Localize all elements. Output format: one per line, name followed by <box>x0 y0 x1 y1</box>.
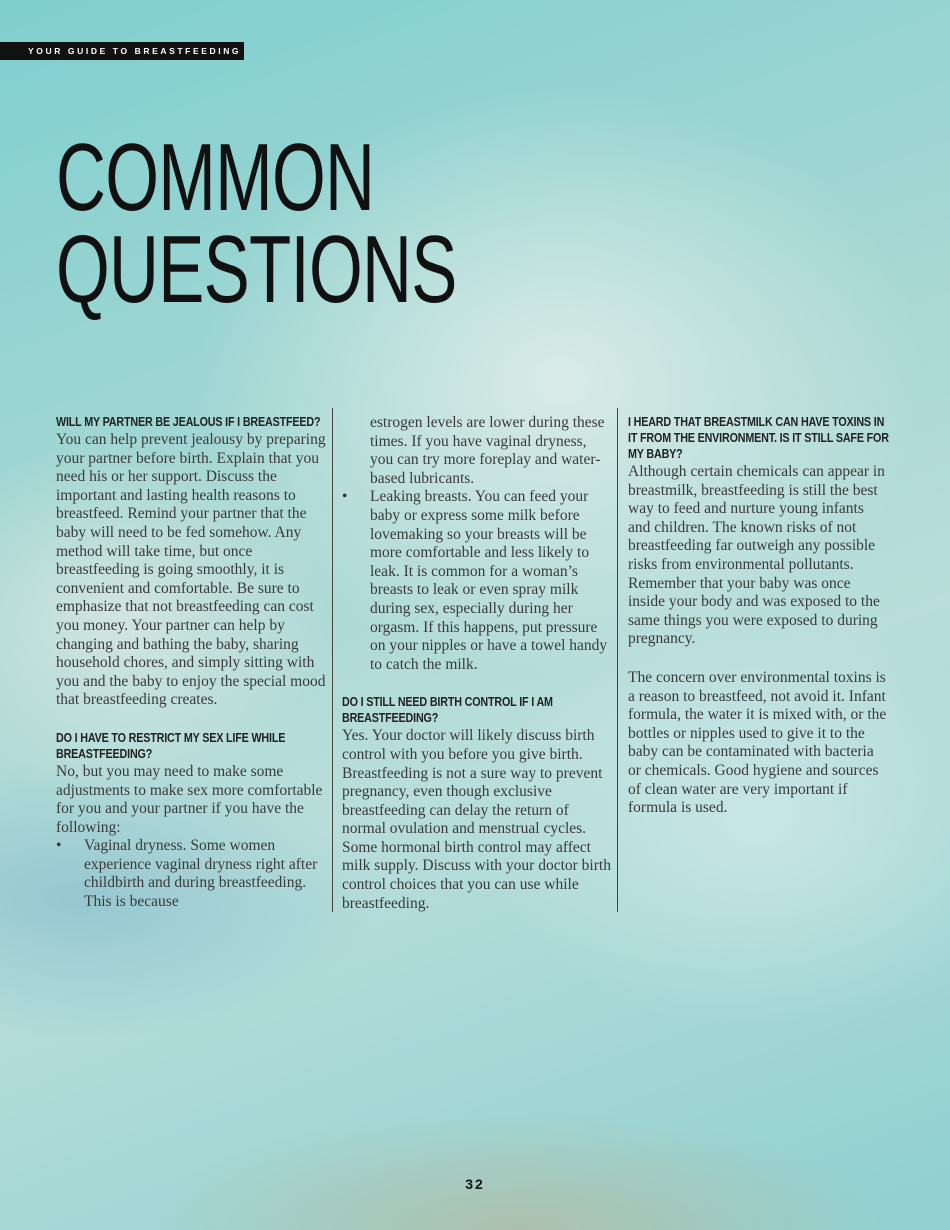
answer-paragraph: No, but you may need to make some adjustments to make sex more comfortable for you and your partner if you have the following: <box>56 762 323 836</box>
page-title <box>56 124 457 323</box>
answer-paragraph: Yes. Your doctor will likely discuss birth control with you before you give birth. Breastfeeding is not a sure way to prevent pregnancy, even though exclusive breastfeeding can delay the return of normal ovulation and menstrual cycles. Some hormonal birth control may affect milk supply. Discuss with your doctor birth control choices that you can use while breastfeeding. <box>342 727 611 912</box>
question-heading: DO I STILL NEED BIRTH CONTROL IF I AM BREASTFEEDING? <box>342 695 553 726</box>
answer-paragraph: The concern over environmental toxins is a reason to breastfeed, not avoid it. Infant formula, the water it is mixed with, or the bottles or nipples used to give it to the baby can be contaminated with bacteria or chemicals. Good hygiene and sources of clean water are very important if formula is used. <box>628 668 887 817</box>
bullet-item-continued: estrogen levels are lower during these times. If you have vaginal dryness, you can try more foreplay and water-based lubricants. <box>370 414 605 487</box>
bullet-item: • Vaginal dryness. Some women experience vaginal dryness right after childbirth and during breastfeeding. This is because <box>56 837 326 911</box>
column-divider-2 <box>617 408 618 912</box>
question-heading: DO I HAVE TO RESTRICT MY SEX LIFE WHILE BREASTFEEDING? <box>56 730 286 761</box>
answer-paragraph: You can help prevent jealousy by preparing your partner before birth. Explain that you need his or her support. Discuss the important and lasting health reasons to breastfeed. Remind your partner that the baby will need to be fed somehow. Any method will take time, but once breastfeeding is going smoothly, it is convenient and comfortable. Be sure to emphasize that not breastfeeding can cost you money. Your partner can help by changing and bathing the baby, sharing household chores, and simply sitting with you and the baby to enjoy the special mood that breastfeeding creates. <box>56 431 326 709</box>
column-2 <box>342 414 612 913</box>
page-number: 32 <box>465 1176 485 1192</box>
page-title-line2: QUESTIONS <box>56 216 457 323</box>
guide-header-tab: YOUR GUIDE TO BREASTFEEDING <box>0 42 244 60</box>
question-heading: I HEARD THAT BREASTMILK CAN HAVE TOXINS IN IT FROM THE ENVIRONMENT. IS IT STILL SAFE FOR MY BABY? <box>628 415 889 461</box>
question-heading: WILL MY PARTNER BE JEALOUS IF I BREASTFEED? <box>56 415 321 429</box>
column-1 <box>56 414 326 912</box>
bullet-list <box>342 414 612 674</box>
column-3 <box>628 414 890 818</box>
bullet-item: • Leaking breasts. You can feed your baby or express some milk before lovemaking so your breasts will be more comfortable and less likely to leak. It is common for a woman’s breasts to leak or even spray milk during sex, especially during her orgasm. If this happens, put pressure on your nipples or have a towel handy to catch the milk. <box>342 488 612 674</box>
answer-paragraph: Although certain chemicals can appear in breastmilk, breastfeeding is still the best way to feed and nurture young infants and children. The known risks of not breastfeeding far outweigh any possible risks from environmental pollutants. Remember that your baby was once inside your body and was exposed to the same things you were exposed to during pregnancy. <box>628 463 885 648</box>
column-divider-1 <box>332 408 333 912</box>
page-title-line1: COMMON <box>56 124 375 231</box>
bullet-list <box>56 837 326 911</box>
